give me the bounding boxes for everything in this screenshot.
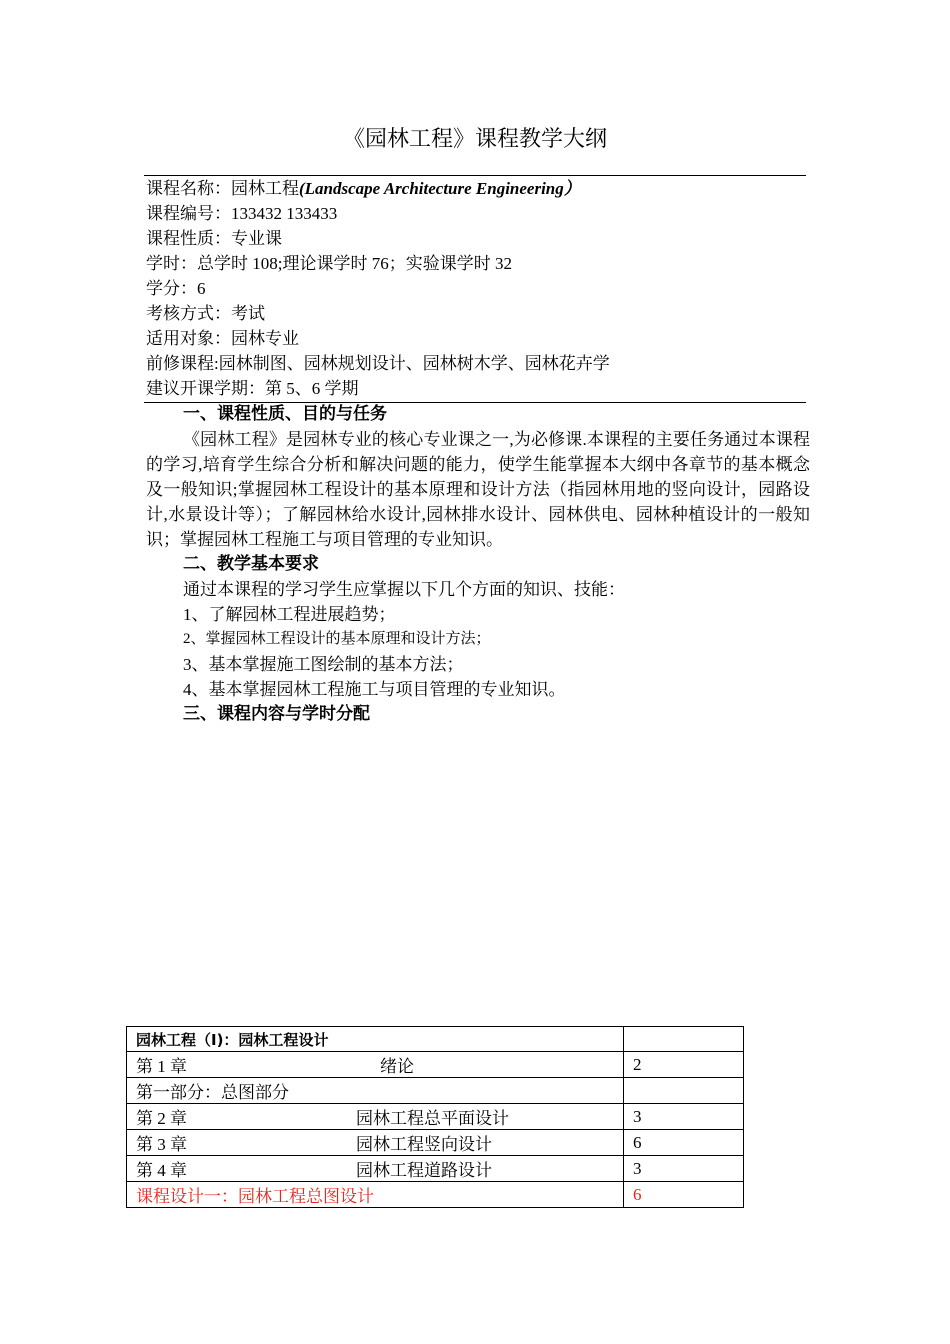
chapter-topic: 园林工程道路设计 (356, 1161, 492, 1180)
section-1-heading: 一、课程性质、目的与任务 (183, 404, 387, 424)
course-prerequisites: 前修课程:园林制图、园林规划设计、园林树木学、园林花卉学 (146, 354, 610, 373)
course-name-cn: 课程名称：园林工程 (146, 179, 299, 198)
course-semester: 建议开课学期：第 5、6 学期 (146, 379, 359, 398)
chapter-number: 第 1 章 (136, 1057, 187, 1076)
chapter-number: 第 2 章 (136, 1109, 187, 1128)
table-row (127, 1156, 744, 1182)
course-name (146, 176, 806, 201)
table-row (127, 1104, 744, 1130)
chapter-topic: 园林工程总平面设计 (356, 1109, 509, 1128)
chapter-hours (624, 1078, 744, 1104)
design-hours: 6 (624, 1182, 744, 1208)
course-nature: 课程性质：专业课 (146, 229, 282, 248)
table-header-row (127, 1027, 744, 1052)
document-title: 《园林工程》课程教学大纲 (342, 127, 607, 152)
requirement-item: 1、了解园林工程进展趋势； (183, 605, 396, 624)
table-row (127, 1130, 744, 1156)
section-2-intro: 通过本课程的学习学生应掌握以下几个方面的知识、技能： (183, 580, 625, 599)
chapter-hours: 6 (624, 1130, 744, 1156)
requirement-item: 3、基本掌握施工图绘制的基本方法； (183, 655, 464, 674)
table-header-cell: 园林工程（Ⅰ)：园林工程设计 (127, 1027, 624, 1052)
course-hours: 学时：总学时 108;理论课学时 76；实验课学时 32 (146, 254, 512, 273)
course-name-en: (Landscape Architecture Engineering） (299, 179, 581, 198)
section-1-paragraph: 《园林工程》是园林专业的核心专业课之一,为必修课.本课程的主要任务通过本课程的学习,培育学生综合分析和解决问题的能力，使学生能掌握本大纲中各章节的基本概念及一般知识;掌握园林工程设计的基本原理和设计方法（指园林用地的竖向设计，园路设计,水景设计等）；了解园林给水设计,园林排水设计、园林供电、园林种植设计的一般知识；掌握园林工程施工与项目管理的专业知识。 (146, 430, 810, 549)
syllabus-body (146, 402, 810, 727)
chapter-hours: 3 (624, 1104, 744, 1130)
course-info-block (146, 176, 806, 401)
course-audience: 适用对象：园林专业 (146, 329, 299, 348)
section-2-heading: 二、教学基本要求 (183, 554, 319, 574)
requirement-item: 4、基本掌握园林工程施工与项目管理的专业知识。 (183, 680, 566, 699)
design-label: 课程设计一：园林工程总图设计 (127, 1182, 624, 1208)
chapter-hours: 3 (624, 1156, 744, 1182)
chapter-topic: 园林工程竖向设计 (356, 1135, 492, 1154)
chapter-hours: 2 (624, 1052, 744, 1078)
table-row (127, 1078, 744, 1104)
course-credits: 学分：6 (146, 279, 206, 298)
course-assessment: 考核方式：考试 (146, 304, 265, 323)
part-label: 第一部分：总图部分 (127, 1078, 624, 1104)
section-3-heading: 三、课程内容与学时分配 (183, 704, 370, 724)
requirement-item: 2、掌握园林工程设计的基本原理和设计方法； (183, 631, 491, 647)
table-row (127, 1052, 744, 1078)
chapter-number: 第 4 章 (136, 1161, 187, 1180)
chapter-number: 第 3 章 (136, 1135, 187, 1154)
table-row-design (127, 1182, 744, 1208)
course-code: 课程编号：133432 133433 (146, 204, 338, 223)
chapter-topic: 绪论 (380, 1057, 414, 1076)
table-header-hours-cell (624, 1027, 744, 1052)
schedule-table (126, 1026, 744, 1208)
